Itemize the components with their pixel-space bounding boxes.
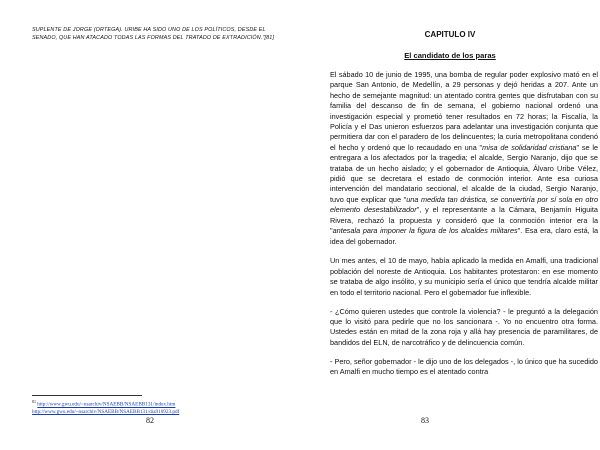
footnote-reference[interactable]: [81] — [264, 35, 275, 41]
carryover-paragraph — [32, 26, 282, 42]
text-run: - Pero, señor gobernador - le dijo uno de los delegados -, lo único que ha sucedido en Amalfi en mucho tiempo es el atentado contra — [330, 356, 598, 377]
right-page — [300, 0, 600, 450]
body-paragraph — [330, 307, 598, 349]
page-number-left: 82 — [146, 416, 154, 425]
text-run: " se le entregara a los afectados por la tragedia; el alcalde, Sergio Naranjo, dijo que se trataba de un hecho aislado; y el gobernador de Antioquia, Álvaro Uribe Vélez, pidió que se decretara el estado de conmoción interior. Ante esa curiosa intervención del mandatario seccional, el alcalde de la ciudad, Sergio Naranjo, tuvo que explicar que " — [330, 142, 598, 204]
chapter-heading: CAPITULO IV — [424, 30, 476, 39]
body-paragraph — [330, 70, 598, 247]
italic-quote: misa de solidaridad cristiana — [482, 142, 577, 152]
body-text — [330, 70, 598, 386]
italic-quote: antesala para imponer la figura de los alcaldes militares — [332, 226, 518, 236]
text-run: ". Esa era, claro está, la idea del gobernador. — [330, 226, 599, 246]
footnote-divider — [32, 395, 142, 396]
footnote-link-index[interactable]: http://www.gwu.edu/~nsarchiv/NSAEBB/NSAEBB131/index.htm — [37, 401, 176, 408]
text-run: - ¿Cómo quieren ustedes que controle la violencia? - le preguntó a la delegación que lo visitó para pedirle que no los sancionara -. Yo no encuentro otra forma. Ustedes están en mitad de la zona roja y allá hay presencia de paramilitares, de bandidos del ELN, de narcotráfico y de delincuencia común. — [330, 306, 598, 347]
chapter-subtitle: El candidato de los paras — [404, 51, 496, 60]
italic-quote: una medida tan drástica, se convertiría por sí sola en otro elemento desestabilizador — [330, 194, 599, 215]
footnote-marker: 81 — [32, 399, 36, 404]
text-run: Un mes antes, el 10 de mayo, había aplicado la medida en Amalfi, una tradicional población del noreste de Antioquia. Los habitantes protestaron: en ese momento se trataba de algo insólito, y su municipio sería el único que tendría alcalde militar en todo el territorio nacional. Pero el gobernador fue inflexible. — [330, 256, 598, 297]
page-number-right: 83 — [421, 416, 429, 425]
carryover-text: SUPLENTE DE JORGE (ORTEGA). URIBE HA SIDO UNO DE LOS POLÍTICOS, DESDE EL SENADO, QUE HAN ATACADO TODAS LAS FORMAS DEL TRATADO DE EXTRADICIÓN." — [32, 27, 266, 41]
body-paragraph — [330, 357, 598, 378]
text-run: ", y el representante a la Cámara, Benjamín Higuita Rivera, rechazó la propuesta y consideró que la conmoción interior era la " — [330, 205, 598, 236]
text-run: El sábado 10 de junio de 1995, una bomba de regular poder explosivo mató en el parque San Antonio, de Medellín, a 29 personas y dejó heridas a 207. Ante un hecho de semejante magnitud: un atentado contra gentes que disfrutaban con su familia del descanso de fin de semana, el gobierno nacional ordenó una investigación especial y prometió tener resultados en 72 horas; la Fiscalía, la Policía y el Das unieron esfuerzos para adelantar una investigación conjunta que permitiera dar con el paradero de los delincuentes; la curia metropolitana condenó el hecho y ordenó que lo recaudado en una " — [330, 70, 598, 152]
footnote — [32, 398, 292, 416]
body-paragraph — [330, 256, 598, 298]
footnote-link-pdf[interactable]: http://www.gwu.edu/~nsarchiv/NSAEBB/NSAEBB131/dia910923.pdf — [32, 408, 180, 415]
